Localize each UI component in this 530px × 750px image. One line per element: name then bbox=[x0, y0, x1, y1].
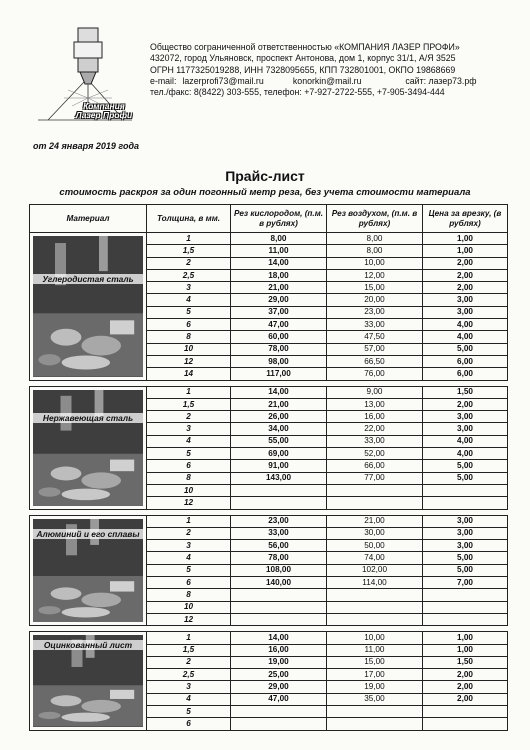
thickness-cell: 2 bbox=[147, 656, 231, 668]
air-cut-cell: 15,00 bbox=[327, 282, 423, 294]
pierce-price-cell: 1,00 bbox=[423, 632, 508, 644]
air-cut-cell: 35,00 bbox=[327, 693, 423, 705]
thickness-cell: 3 bbox=[147, 423, 231, 435]
thickness-cell: 10 bbox=[147, 601, 231, 613]
oxygen-cut-cell: 78,00 bbox=[231, 343, 327, 355]
material-name: Углеродистая сталь bbox=[33, 274, 143, 284]
oxygen-cut-cell: 140,00 bbox=[231, 577, 327, 589]
pierce-price-cell: 2,00 bbox=[423, 669, 508, 681]
table-row bbox=[30, 386, 508, 398]
oxygen-cut-cell: 14,00 bbox=[231, 386, 327, 398]
logo-line-1: Компания bbox=[83, 101, 125, 111]
thickness-cell: 1 bbox=[147, 233, 231, 245]
pierce-price-cell: 5,00 bbox=[423, 343, 508, 355]
thickness-cell: 1,5 bbox=[147, 398, 231, 410]
page-subtitle: стоимость раскроя за один погонный метр реза, без учета стоимости материала bbox=[59, 187, 471, 198]
thickness-cell: 6 bbox=[147, 319, 231, 331]
pierce-price-cell: 2,00 bbox=[423, 693, 508, 705]
thickness-cell: 4 bbox=[147, 435, 231, 447]
oxygen-cut-cell bbox=[231, 601, 327, 613]
pierce-price-cell: 5,00 bbox=[423, 460, 508, 472]
header-air-cut: Рез воздухом, (п.м. в рублях) bbox=[327, 205, 423, 233]
company-name: Общество сограниченной ответственностью «КОМПАНИЯ ЛАЗЕР ПРОФИ» bbox=[150, 42, 460, 52]
material-name: Алюминий и его сплавы bbox=[33, 529, 143, 539]
thickness-cell: 5 bbox=[147, 564, 231, 576]
air-cut-cell bbox=[327, 601, 423, 613]
oxygen-cut-cell: 55,00 bbox=[231, 435, 327, 447]
thickness-cell: 12 bbox=[147, 613, 231, 625]
air-cut-cell: 23,00 bbox=[327, 306, 423, 318]
oxygen-cut-cell: 29,00 bbox=[231, 294, 327, 306]
thickness-cell: 14 bbox=[147, 368, 231, 380]
thickness-cell: 2 bbox=[147, 257, 231, 269]
pierce-price-cell: 2,00 bbox=[423, 282, 508, 294]
pierce-price-cell: 2,00 bbox=[423, 398, 508, 410]
pierce-price-cell bbox=[423, 589, 508, 601]
air-cut-cell: 66,00 bbox=[327, 460, 423, 472]
air-cut-cell: 8,00 bbox=[327, 233, 423, 245]
air-cut-cell: 33,00 bbox=[327, 435, 423, 447]
pierce-price-cell: 3,00 bbox=[423, 423, 508, 435]
pierce-price-cell: 3,00 bbox=[423, 527, 508, 539]
pierce-price-cell: 3,00 bbox=[423, 294, 508, 306]
air-cut-cell bbox=[327, 718, 423, 730]
oxygen-cut-cell: 47,00 bbox=[231, 693, 327, 705]
air-cut-cell: 21,00 bbox=[327, 515, 423, 527]
price-table bbox=[29, 204, 508, 731]
pierce-price-cell: 1,00 bbox=[423, 245, 508, 257]
material-photo-illustration bbox=[33, 390, 143, 506]
oxygen-cut-cell: 25,00 bbox=[231, 669, 327, 681]
pierce-price-cell bbox=[423, 497, 508, 509]
oxygen-cut-cell: 18,00 bbox=[231, 269, 327, 281]
oxygen-cut-cell: 33,00 bbox=[231, 527, 327, 539]
material-cell bbox=[30, 233, 147, 381]
pierce-price-cell: 5,00 bbox=[423, 552, 508, 564]
thickness-cell: 1 bbox=[147, 386, 231, 398]
oxygen-cut-cell: 11,00 bbox=[231, 245, 327, 257]
thickness-cell: 12 bbox=[147, 497, 231, 509]
oxygen-cut-cell bbox=[231, 718, 327, 730]
material-photo bbox=[33, 519, 143, 623]
pierce-price-cell: 2,00 bbox=[423, 257, 508, 269]
thickness-cell: 2,5 bbox=[147, 669, 231, 681]
oxygen-cut-cell: 78,00 bbox=[231, 552, 327, 564]
air-cut-cell: 57,00 bbox=[327, 343, 423, 355]
thickness-cell: 1,5 bbox=[147, 644, 231, 656]
company-contacts-row bbox=[150, 76, 477, 87]
pierce-price-cell: 4,00 bbox=[423, 448, 508, 460]
material-photo bbox=[33, 635, 143, 726]
thickness-cell: 10 bbox=[147, 484, 231, 496]
pierce-price-cell: 5,00 bbox=[423, 564, 508, 576]
header-thickness: Толщина, в мм. bbox=[147, 205, 231, 233]
air-cut-cell bbox=[327, 705, 423, 717]
air-cut-cell: 8,00 bbox=[327, 245, 423, 257]
company-address: 432072, город Ульяновск, проспект Антонова, дом 1, корпус 31/1, А/Я 3525 bbox=[150, 53, 456, 64]
pierce-price-cell: 7,00 bbox=[423, 577, 508, 589]
thickness-cell: 2 bbox=[147, 527, 231, 539]
air-cut-cell bbox=[327, 589, 423, 601]
oxygen-cut-cell bbox=[231, 705, 327, 717]
oxygen-cut-cell: 14,00 bbox=[231, 632, 327, 644]
email-label: e-mail: bbox=[150, 75, 177, 86]
air-cut-cell: 19,00 bbox=[327, 681, 423, 693]
air-cut-cell: 114,00 bbox=[327, 577, 423, 589]
pierce-price-cell bbox=[423, 705, 508, 717]
pierce-price-cell: 1,00 bbox=[423, 644, 508, 656]
air-cut-cell bbox=[327, 497, 423, 509]
air-cut-cell: 102,00 bbox=[327, 564, 423, 576]
air-cut-cell: 52,00 bbox=[327, 448, 423, 460]
oxygen-cut-cell: 34,00 bbox=[231, 423, 327, 435]
pierce-price-cell bbox=[423, 484, 508, 496]
oxygen-cut-cell bbox=[231, 484, 327, 496]
oxygen-cut-cell: 26,00 bbox=[231, 411, 327, 423]
document-date: от 24 января 2019 года bbox=[33, 141, 140, 151]
thickness-cell: 4 bbox=[147, 552, 231, 564]
air-cut-cell: 76,00 bbox=[327, 368, 423, 380]
thickness-cell: 3 bbox=[147, 681, 231, 693]
pierce-price-cell: 3,00 bbox=[423, 540, 508, 552]
air-cut-cell: 13,00 bbox=[327, 398, 423, 410]
thickness-cell: 8 bbox=[147, 472, 231, 484]
thickness-cell: 5 bbox=[147, 306, 231, 318]
oxygen-cut-cell bbox=[231, 589, 327, 601]
air-cut-cell: 22,00 bbox=[327, 423, 423, 435]
pierce-price-cell: 4,00 bbox=[423, 319, 508, 331]
oxygen-cut-cell: 69,00 bbox=[231, 448, 327, 460]
oxygen-cut-cell: 16,00 bbox=[231, 644, 327, 656]
air-cut-cell: 50,00 bbox=[327, 540, 423, 552]
header-pierce-price: Цена за врезку, (в рублях) bbox=[423, 205, 508, 233]
company-details bbox=[150, 42, 477, 98]
pierce-price-cell: 1,50 bbox=[423, 656, 508, 668]
thickness-cell: 5 bbox=[147, 448, 231, 460]
oxygen-cut-cell: 56,00 bbox=[231, 540, 327, 552]
oxygen-cut-cell: 37,00 bbox=[231, 306, 327, 318]
pierce-price-cell bbox=[423, 601, 508, 613]
thickness-cell: 6 bbox=[147, 577, 231, 589]
air-cut-cell: 10,00 bbox=[327, 257, 423, 269]
oxygen-cut-cell bbox=[231, 497, 327, 509]
air-cut-cell: 66,50 bbox=[327, 355, 423, 367]
thickness-cell: 1 bbox=[147, 515, 231, 527]
pierce-price-cell: 5,00 bbox=[423, 472, 508, 484]
pierce-price-cell: 6,00 bbox=[423, 355, 508, 367]
oxygen-cut-cell: 91,00 bbox=[231, 460, 327, 472]
pierce-price-cell: 4,00 bbox=[423, 435, 508, 447]
email-primary: lazerprofi73@mail.ru bbox=[182, 75, 264, 86]
thickness-cell: 4 bbox=[147, 294, 231, 306]
material-name: Нержавеющая сталь bbox=[33, 413, 143, 423]
air-cut-cell: 9,00 bbox=[327, 386, 423, 398]
logo-line-2: Лазер Профи bbox=[75, 110, 133, 120]
pierce-price-cell: 4,00 bbox=[423, 331, 508, 343]
pierce-price-cell: 3,00 bbox=[423, 515, 508, 527]
air-cut-cell: 47,50 bbox=[327, 331, 423, 343]
air-cut-cell: 12,00 bbox=[327, 269, 423, 281]
oxygen-cut-cell: 60,00 bbox=[231, 331, 327, 343]
material-name: Оцинкованный лист bbox=[33, 640, 143, 650]
thickness-cell: 4 bbox=[147, 693, 231, 705]
thickness-cell: 1,5 bbox=[147, 245, 231, 257]
air-cut-cell bbox=[327, 484, 423, 496]
air-cut-cell bbox=[327, 613, 423, 625]
oxygen-cut-cell: 47,00 bbox=[231, 319, 327, 331]
air-cut-cell: 74,00 bbox=[327, 552, 423, 564]
header-oxygen-cut: Рез кислородом, (п.м. в рублях) bbox=[231, 205, 327, 233]
air-cut-cell: 16,00 bbox=[327, 411, 423, 423]
pierce-price-cell: 2,00 bbox=[423, 681, 508, 693]
table-row bbox=[30, 515, 508, 527]
air-cut-cell: 17,00 bbox=[327, 669, 423, 681]
material-photo bbox=[33, 390, 143, 506]
table-row bbox=[30, 233, 508, 245]
thickness-cell: 10 bbox=[147, 343, 231, 355]
pierce-price-cell: 3,00 bbox=[423, 411, 508, 423]
company-registry: ОГРН 1177325019288, ИНН 7328095655, КПП 732801001, ОКПО 19868669 bbox=[150, 64, 456, 75]
oxygen-cut-cell: 143,00 bbox=[231, 472, 327, 484]
oxygen-cut-cell: 23,00 bbox=[231, 515, 327, 527]
thickness-cell: 2 bbox=[147, 411, 231, 423]
oxygen-cut-cell: 98,00 bbox=[231, 355, 327, 367]
material-photo bbox=[33, 236, 143, 377]
material-cell bbox=[30, 386, 147, 509]
thickness-cell: 12 bbox=[147, 355, 231, 367]
air-cut-cell: 77,00 bbox=[327, 472, 423, 484]
oxygen-cut-cell: 29,00 bbox=[231, 681, 327, 693]
thickness-cell: 3 bbox=[147, 282, 231, 294]
air-cut-cell: 11,00 bbox=[327, 644, 423, 656]
air-cut-cell: 15,00 bbox=[327, 656, 423, 668]
pierce-price-cell: 3,00 bbox=[423, 306, 508, 318]
pierce-price-cell: 1,50 bbox=[423, 386, 508, 398]
table-header-row bbox=[30, 205, 508, 233]
oxygen-cut-cell bbox=[231, 613, 327, 625]
air-cut-cell: 30,00 bbox=[327, 527, 423, 539]
oxygen-cut-cell: 108,00 bbox=[231, 564, 327, 576]
oxygen-cut-cell: 19,00 bbox=[231, 656, 327, 668]
material-photo-illustration bbox=[33, 236, 143, 377]
air-cut-cell: 20,00 bbox=[327, 294, 423, 306]
thickness-cell: 2,5 bbox=[147, 269, 231, 281]
pierce-price-cell: 1,00 bbox=[423, 233, 508, 245]
table-row bbox=[30, 632, 508, 644]
oxygen-cut-cell: 21,00 bbox=[231, 282, 327, 294]
oxygen-cut-cell: 8,00 bbox=[231, 233, 327, 245]
company-phones: тел./факс: 8(8422) 303-555, телефон: +7-927-2722-555, +7-905-3494-444 bbox=[150, 87, 445, 98]
logo-wordmark bbox=[62, 102, 146, 120]
pierce-price-cell: 6,00 bbox=[423, 368, 508, 380]
air-cut-cell: 10,00 bbox=[327, 632, 423, 644]
oxygen-cut-cell: 21,00 bbox=[231, 398, 327, 410]
air-cut-cell: 33,00 bbox=[327, 319, 423, 331]
oxygen-cut-cell: 117,00 bbox=[231, 368, 327, 380]
thickness-cell: 6 bbox=[147, 718, 231, 730]
material-cell bbox=[30, 632, 147, 730]
price-table-body bbox=[30, 233, 508, 731]
pierce-price-cell bbox=[423, 718, 508, 730]
thickness-cell: 8 bbox=[147, 589, 231, 601]
pierce-price-cell: 2,00 bbox=[423, 269, 508, 281]
email-secondary: konorkin@mail.ru bbox=[292, 75, 362, 86]
thickness-cell: 8 bbox=[147, 331, 231, 343]
company-site: сайт: лазер73.рф bbox=[405, 75, 477, 86]
oxygen-cut-cell: 14,00 bbox=[231, 257, 327, 269]
pierce-price-cell bbox=[423, 613, 508, 625]
thickness-cell: 3 bbox=[147, 540, 231, 552]
header-material: Материал bbox=[30, 205, 147, 233]
thickness-cell: 5 bbox=[147, 705, 231, 717]
thickness-cell: 1 bbox=[147, 632, 231, 644]
thickness-cell: 6 bbox=[147, 460, 231, 472]
material-cell bbox=[30, 515, 147, 626]
page-title: Прайс-лист bbox=[225, 168, 305, 184]
